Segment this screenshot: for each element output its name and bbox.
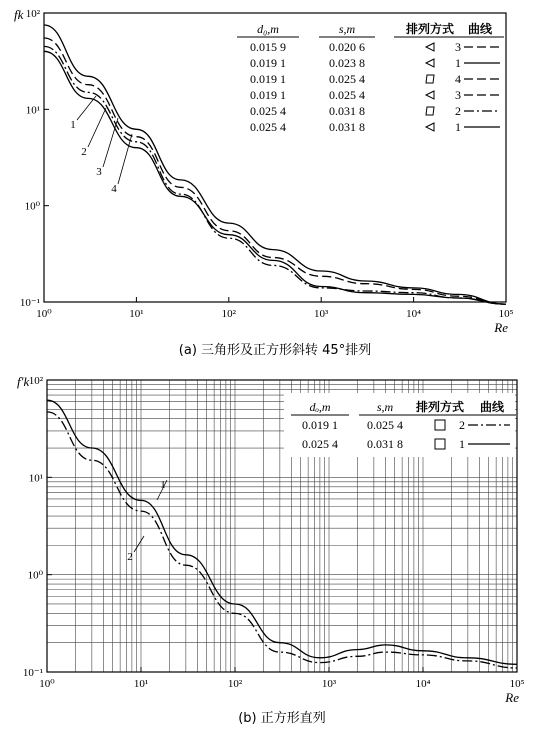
curve-leader-2	[88, 108, 106, 147]
table-cell-s: 0.025 4	[367, 418, 403, 432]
x-tick-label: 10²	[221, 308, 236, 320]
y-tick-label: 10⁰	[27, 569, 43, 582]
table-cell-d: 0.025 4	[250, 104, 286, 118]
y-tick-label: 10¹	[28, 472, 43, 485]
legend-table	[284, 393, 516, 457]
table-cell-curve: 2	[455, 104, 461, 118]
table-header-3: 曲线	[467, 22, 493, 36]
table-cell-d: 0.019 1	[250, 88, 286, 102]
curve-number-label: 4	[111, 183, 117, 195]
triangle-layout-icon	[426, 123, 434, 131]
panel-caption: (b) 正方形直列	[238, 711, 326, 726]
curve-number-label: 2	[81, 146, 87, 158]
x-axis-label: Re	[494, 320, 508, 335]
curve-number-label: 2	[127, 551, 133, 563]
x-tick-label: 10⁵	[509, 678, 525, 690]
panel-caption: (a) 三角形及正方形斜转 45°排列	[178, 343, 372, 358]
y-tick-label: 10²	[25, 8, 40, 20]
table-cell-d: 0.019 1	[302, 418, 338, 432]
table-cell-d: 0.025 4	[250, 120, 286, 134]
y-axis-label: fk	[14, 7, 24, 22]
x-tick-label: 10³	[321, 678, 337, 690]
curve-leader-3	[103, 118, 118, 167]
table-header-1: s,m	[376, 400, 394, 414]
x-tick-label: 10¹	[129, 308, 144, 320]
table-cell-curve: 3	[455, 88, 461, 102]
x-tick-label: 10¹	[133, 678, 149, 690]
table-cell-s: 0.031 8	[329, 120, 365, 134]
table-cell-d: 0.015 9	[250, 40, 286, 54]
curve-leader-1	[77, 96, 96, 120]
table-header-2: 排列方式	[415, 400, 465, 414]
table-cell-d: 0.019 1	[250, 72, 286, 86]
x-tick-label: 10⁰	[39, 678, 55, 690]
table-cell-s: 0.031 8	[329, 104, 365, 118]
legend-table	[237, 21, 504, 134]
table-cell-curve: 1	[459, 437, 465, 451]
table-cell-s: 0.020 6	[329, 40, 365, 54]
y-tick-label: 10⁰	[24, 200, 40, 213]
curve-number-label: 1	[70, 119, 76, 131]
triangle-layout-icon	[426, 91, 434, 99]
table-cell-curve: 2	[459, 418, 465, 432]
curve-number-label: 3	[96, 166, 102, 178]
table-cell-d: 0.019 1	[250, 56, 286, 70]
chart-panel-b	[17, 374, 525, 726]
x-tick-label: 10⁵	[498, 308, 514, 320]
y-tick-label: 10⁻¹	[22, 667, 43, 679]
table-cell-s: 0.025 4	[329, 88, 365, 102]
table-cell-s: 0.031 8	[367, 437, 403, 451]
chart-panel-a	[14, 7, 514, 358]
x-axis-label: Re	[505, 690, 519, 705]
table-header-0: d₀,m	[257, 22, 279, 36]
table-header-3: 曲线	[479, 400, 505, 414]
table-cell-curve: 3	[455, 40, 461, 54]
table-cell-s: 0.023 8	[329, 56, 365, 70]
table-cell-d: 0.025 4	[302, 437, 338, 451]
rotated-square-layout-icon	[426, 107, 434, 115]
curve-number-label: 1	[160, 479, 166, 491]
x-tick-label: 10⁴	[415, 678, 431, 690]
x-tick-label: 10⁴	[406, 308, 422, 320]
table-cell-s: 0.025 4	[329, 72, 365, 86]
x-tick-label: 10³	[314, 308, 329, 320]
y-tick-label: 10¹	[25, 104, 40, 117]
table-cell-curve: 1	[455, 120, 461, 134]
y-axis-label: f′k	[17, 374, 30, 389]
y-tick-label: 10⁻¹	[19, 297, 40, 309]
table-header-0: dₒ,m	[309, 400, 331, 414]
curve-leader-2	[134, 536, 144, 552]
rotated-square-layout-icon	[426, 75, 434, 83]
table-header-1: s,m	[338, 22, 356, 36]
table-cell-curve: 1	[455, 56, 461, 70]
triangle-layout-icon	[426, 59, 434, 67]
curve-leader-4	[118, 134, 132, 184]
y-tick-label: 10²	[28, 375, 43, 387]
triangle-layout-icon	[426, 43, 434, 51]
table-cell-curve: 4	[455, 72, 461, 86]
x-tick-label: 10²	[227, 678, 243, 690]
table-header-2: 排列方式	[405, 22, 455, 36]
x-tick-label: 10⁰	[36, 308, 52, 320]
